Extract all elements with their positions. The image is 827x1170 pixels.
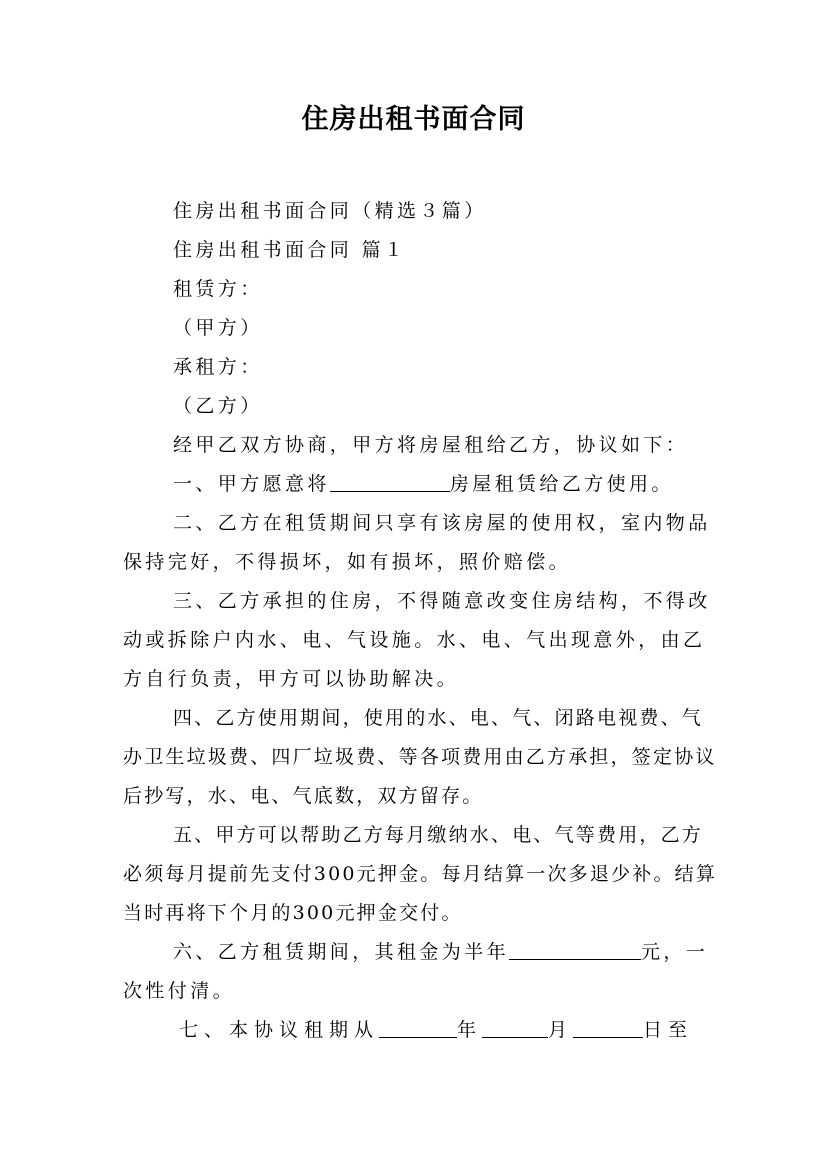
clause-3: 三、乙方承担的住房，不得随意改变住房结构，不得改动或拆除户内水、电、气设施。水、电、气出现意外，由乙方自行负责，甲方可以协助解决。 (123, 590, 711, 690)
document-body (123, 192, 723, 1050)
lessor-label: 租赁方： (173, 278, 263, 300)
clause-7-start: 七、本协议租期从 (179, 1019, 380, 1041)
section-heading: 住房出租书面合同 篇１ (173, 239, 407, 261)
party-b-label: （乙方） (173, 395, 263, 417)
clause-5: 五、甲方可以帮助乙方每月缴纳水、电、气等费用，乙方必须每月提前先支付300元押金。每月结算一次多退少补。结算当时再将下个月的300元押金交付。 (123, 824, 718, 924)
lessee-label: 承租方： (173, 356, 263, 378)
clause-1 (123, 465, 723, 504)
fill-in-blank (330, 473, 450, 492)
subtitle-line: 住房出租书面合同（精选３篇） (173, 200, 487, 222)
clause-4: 四、乙方使用期间，使用的水、电、气、闭路电视费、气办卫生垃圾费、四厂垃圾费、等各项费用由乙方承担，签定协议后抄写，水、电、气底数，双方留存。 (123, 707, 717, 807)
clause-1-start: 一、甲方愿意将 (173, 473, 330, 495)
agreement-intro: 经甲乙双方协商，甲方将房屋租给乙方，协议如下： (173, 434, 689, 456)
document-title: 住房出租书面合同 (301, 104, 526, 135)
clause-6-start: 六、乙方租赁期间，其租金为半年 (173, 941, 510, 963)
clause-2: 二、乙方在租赁期间只享有该房屋的使用权，室内物品保持完好，不得损坏，如有损坏，照价赔偿。 (123, 512, 711, 573)
fill-in-blank (482, 1019, 548, 1038)
party-a-label: （甲方） (173, 317, 263, 339)
clause-6 (123, 933, 723, 1011)
fill-in-blank (379, 1019, 457, 1038)
clause-6-end: 元，一次性付清。 (123, 941, 709, 1002)
clause-1-end: 房屋租赁给乙方使用。 (449, 473, 674, 495)
clause-7 (123, 1011, 723, 1050)
clause-7-year: 年 (457, 1019, 483, 1041)
fill-in-blank (573, 1019, 643, 1038)
clause-7-day: 日至 (643, 1019, 694, 1041)
fill-in-blank (509, 941, 641, 960)
clause-7-month: 月 (548, 1019, 574, 1041)
